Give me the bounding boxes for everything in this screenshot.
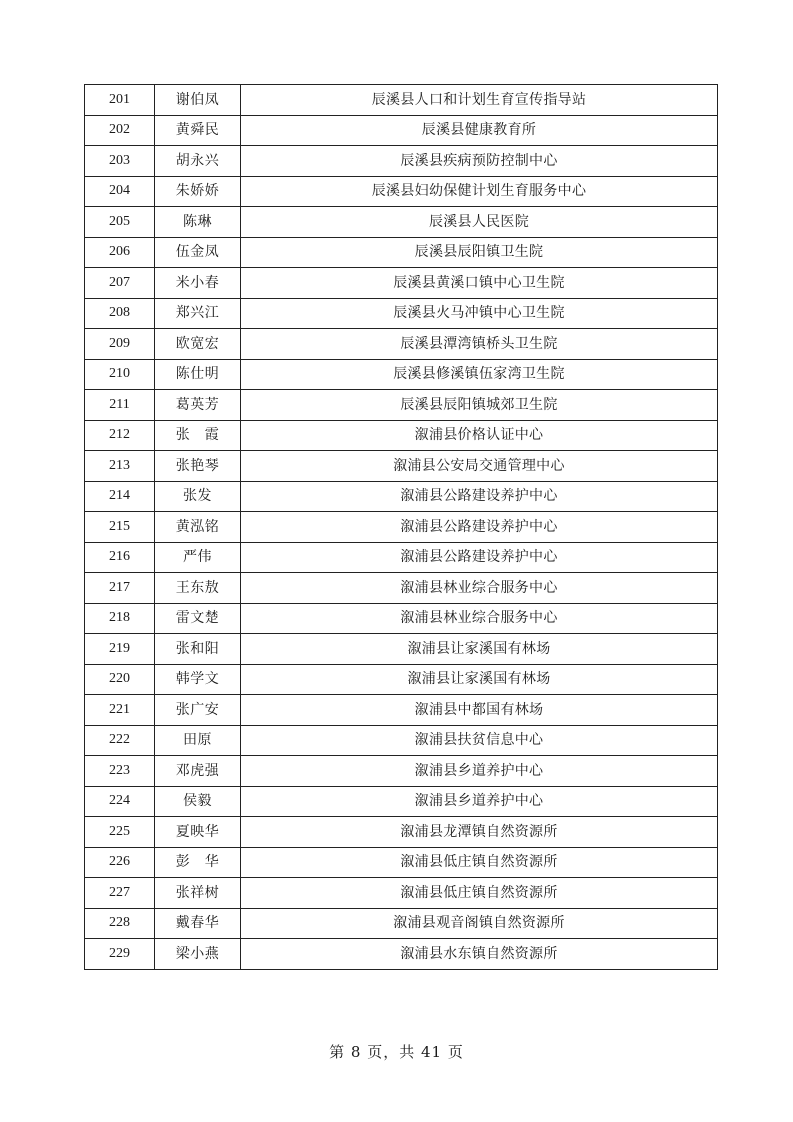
table-row	[85, 420, 718, 451]
row-number-cell: 213	[85, 451, 155, 482]
person-name-cell: 陈仕明	[155, 359, 241, 390]
work-unit-cell: 溆浦县公路建设养护中心	[241, 481, 718, 512]
person-name-cell: 雷文楚	[155, 603, 241, 634]
row-number-cell: 226	[85, 847, 155, 878]
row-number-cell: 220	[85, 664, 155, 695]
table-row	[85, 176, 718, 207]
work-unit-cell: 溆浦县龙潭镇自然资源所	[241, 817, 718, 848]
person-name-cell: 侯毅	[155, 786, 241, 817]
work-unit-cell: 辰溪县妇幼保健计划生育服务中心	[241, 176, 718, 207]
person-name-cell: 王东敖	[155, 573, 241, 604]
row-number-cell: 204	[85, 176, 155, 207]
person-name-cell: 郑兴江	[155, 298, 241, 329]
work-unit-cell: 溆浦县中都国有林场	[241, 695, 718, 726]
work-unit-cell: 溆浦县水东镇自然资源所	[241, 939, 718, 970]
row-number-cell: 212	[85, 420, 155, 451]
person-name-cell: 欧宽宏	[155, 329, 241, 360]
table-row	[85, 939, 718, 970]
work-unit-cell: 辰溪县健康教育所	[241, 115, 718, 146]
row-number-cell: 209	[85, 329, 155, 360]
row-number-cell: 218	[85, 603, 155, 634]
table-row	[85, 878, 718, 909]
work-unit-cell: 辰溪县辰阳镇卫生院	[241, 237, 718, 268]
person-name-cell: 夏映华	[155, 817, 241, 848]
table-row	[85, 451, 718, 482]
table-row	[85, 237, 718, 268]
work-unit-cell: 溆浦县公路建设养护中心	[241, 542, 718, 573]
person-name-cell: 邓虎强	[155, 756, 241, 787]
person-name-cell: 黄舜民	[155, 115, 241, 146]
table-row	[85, 207, 718, 238]
person-name-cell: 黄泓铭	[155, 512, 241, 543]
table-row	[85, 664, 718, 695]
table-row	[85, 481, 718, 512]
work-unit-cell: 溆浦县让家溪国有林场	[241, 664, 718, 695]
work-unit-cell: 溆浦县乡道养护中心	[241, 756, 718, 787]
table-row	[85, 359, 718, 390]
table-row	[85, 512, 718, 543]
row-number-cell: 203	[85, 146, 155, 177]
row-number-cell: 207	[85, 268, 155, 299]
row-number-cell: 201	[85, 85, 155, 116]
person-name-cell: 张广安	[155, 695, 241, 726]
person-name-cell: 朱娇娇	[155, 176, 241, 207]
table-row	[85, 542, 718, 573]
row-number-cell: 206	[85, 237, 155, 268]
work-unit-cell: 辰溪县潭湾镇桥头卫生院	[241, 329, 718, 360]
row-number-cell: 228	[85, 908, 155, 939]
row-number-cell: 227	[85, 878, 155, 909]
table-row	[85, 329, 718, 360]
person-name-cell: 韩学文	[155, 664, 241, 695]
table-row	[85, 115, 718, 146]
work-unit-cell: 溆浦县价格认证中心	[241, 420, 718, 451]
table-row	[85, 146, 718, 177]
roster-table-body	[85, 85, 718, 970]
person-name-cell: 严伟	[155, 542, 241, 573]
work-unit-cell: 辰溪县辰阳镇城郊卫生院	[241, 390, 718, 421]
row-number-cell: 229	[85, 939, 155, 970]
table-row	[85, 634, 718, 665]
table-row	[85, 85, 718, 116]
table-row	[85, 725, 718, 756]
table-row	[85, 908, 718, 939]
row-number-cell: 208	[85, 298, 155, 329]
person-name-cell: 张祥树	[155, 878, 241, 909]
person-name-cell: 米小春	[155, 268, 241, 299]
person-name-cell: 伍金凤	[155, 237, 241, 268]
row-number-cell: 224	[85, 786, 155, 817]
row-number-cell: 223	[85, 756, 155, 787]
table-row	[85, 695, 718, 726]
row-number-cell: 210	[85, 359, 155, 390]
work-unit-cell: 溆浦县低庄镇自然资源所	[241, 847, 718, 878]
page-number-footer: 第 8 页，共 41 页	[329, 1043, 464, 1061]
person-name-cell: 胡永兴	[155, 146, 241, 177]
table-row	[85, 298, 718, 329]
row-number-cell: 216	[85, 542, 155, 573]
person-name-cell: 谢伯凤	[155, 85, 241, 116]
work-unit-cell: 溆浦县乡道养护中心	[241, 786, 718, 817]
row-number-cell: 202	[85, 115, 155, 146]
work-unit-cell: 溆浦县让家溪国有林场	[241, 634, 718, 665]
person-name-cell: 张和阳	[155, 634, 241, 665]
row-number-cell: 225	[85, 817, 155, 848]
table-row	[85, 603, 718, 634]
person-name-cell: 葛英芳	[155, 390, 241, 421]
row-number-cell: 215	[85, 512, 155, 543]
table-row	[85, 573, 718, 604]
table-row	[85, 847, 718, 878]
person-name-cell: 张发	[155, 481, 241, 512]
person-name-cell: 梁小燕	[155, 939, 241, 970]
work-unit-cell: 溆浦县林业综合服务中心	[241, 603, 718, 634]
row-number-cell: 211	[85, 390, 155, 421]
person-name-cell: 戴春华	[155, 908, 241, 939]
row-number-cell: 219	[85, 634, 155, 665]
work-unit-cell: 溆浦县林业综合服务中心	[241, 573, 718, 604]
work-unit-cell: 辰溪县修溪镇伍家湾卫生院	[241, 359, 718, 390]
work-unit-cell: 溆浦县扶贫信息中心	[241, 725, 718, 756]
person-name-cell: 彭 华	[155, 847, 241, 878]
work-unit-cell: 辰溪县人民医院	[241, 207, 718, 238]
table-row	[85, 817, 718, 848]
roster-table	[84, 84, 718, 970]
work-unit-cell: 溆浦县公路建设养护中心	[241, 512, 718, 543]
row-number-cell: 217	[85, 573, 155, 604]
person-name-cell: 田原	[155, 725, 241, 756]
work-unit-cell: 辰溪县疾病预防控制中心	[241, 146, 718, 177]
work-unit-cell: 溆浦县低庄镇自然资源所	[241, 878, 718, 909]
person-name-cell: 陈琳	[155, 207, 241, 238]
work-unit-cell: 辰溪县火马冲镇中心卫生院	[241, 298, 718, 329]
person-name-cell: 张 霞	[155, 420, 241, 451]
row-number-cell: 222	[85, 725, 155, 756]
table-row	[85, 756, 718, 787]
work-unit-cell: 溆浦县观音阁镇自然资源所	[241, 908, 718, 939]
row-number-cell: 221	[85, 695, 155, 726]
work-unit-cell: 溆浦县公安局交通管理中心	[241, 451, 718, 482]
table-row	[85, 786, 718, 817]
table-row	[85, 390, 718, 421]
person-name-cell: 张艳琴	[155, 451, 241, 482]
work-unit-cell: 辰溪县人口和计划生育宣传指导站	[241, 85, 718, 116]
row-number-cell: 205	[85, 207, 155, 238]
table-row	[85, 268, 718, 299]
work-unit-cell: 辰溪县黄溪口镇中心卫生院	[241, 268, 718, 299]
row-number-cell: 214	[85, 481, 155, 512]
